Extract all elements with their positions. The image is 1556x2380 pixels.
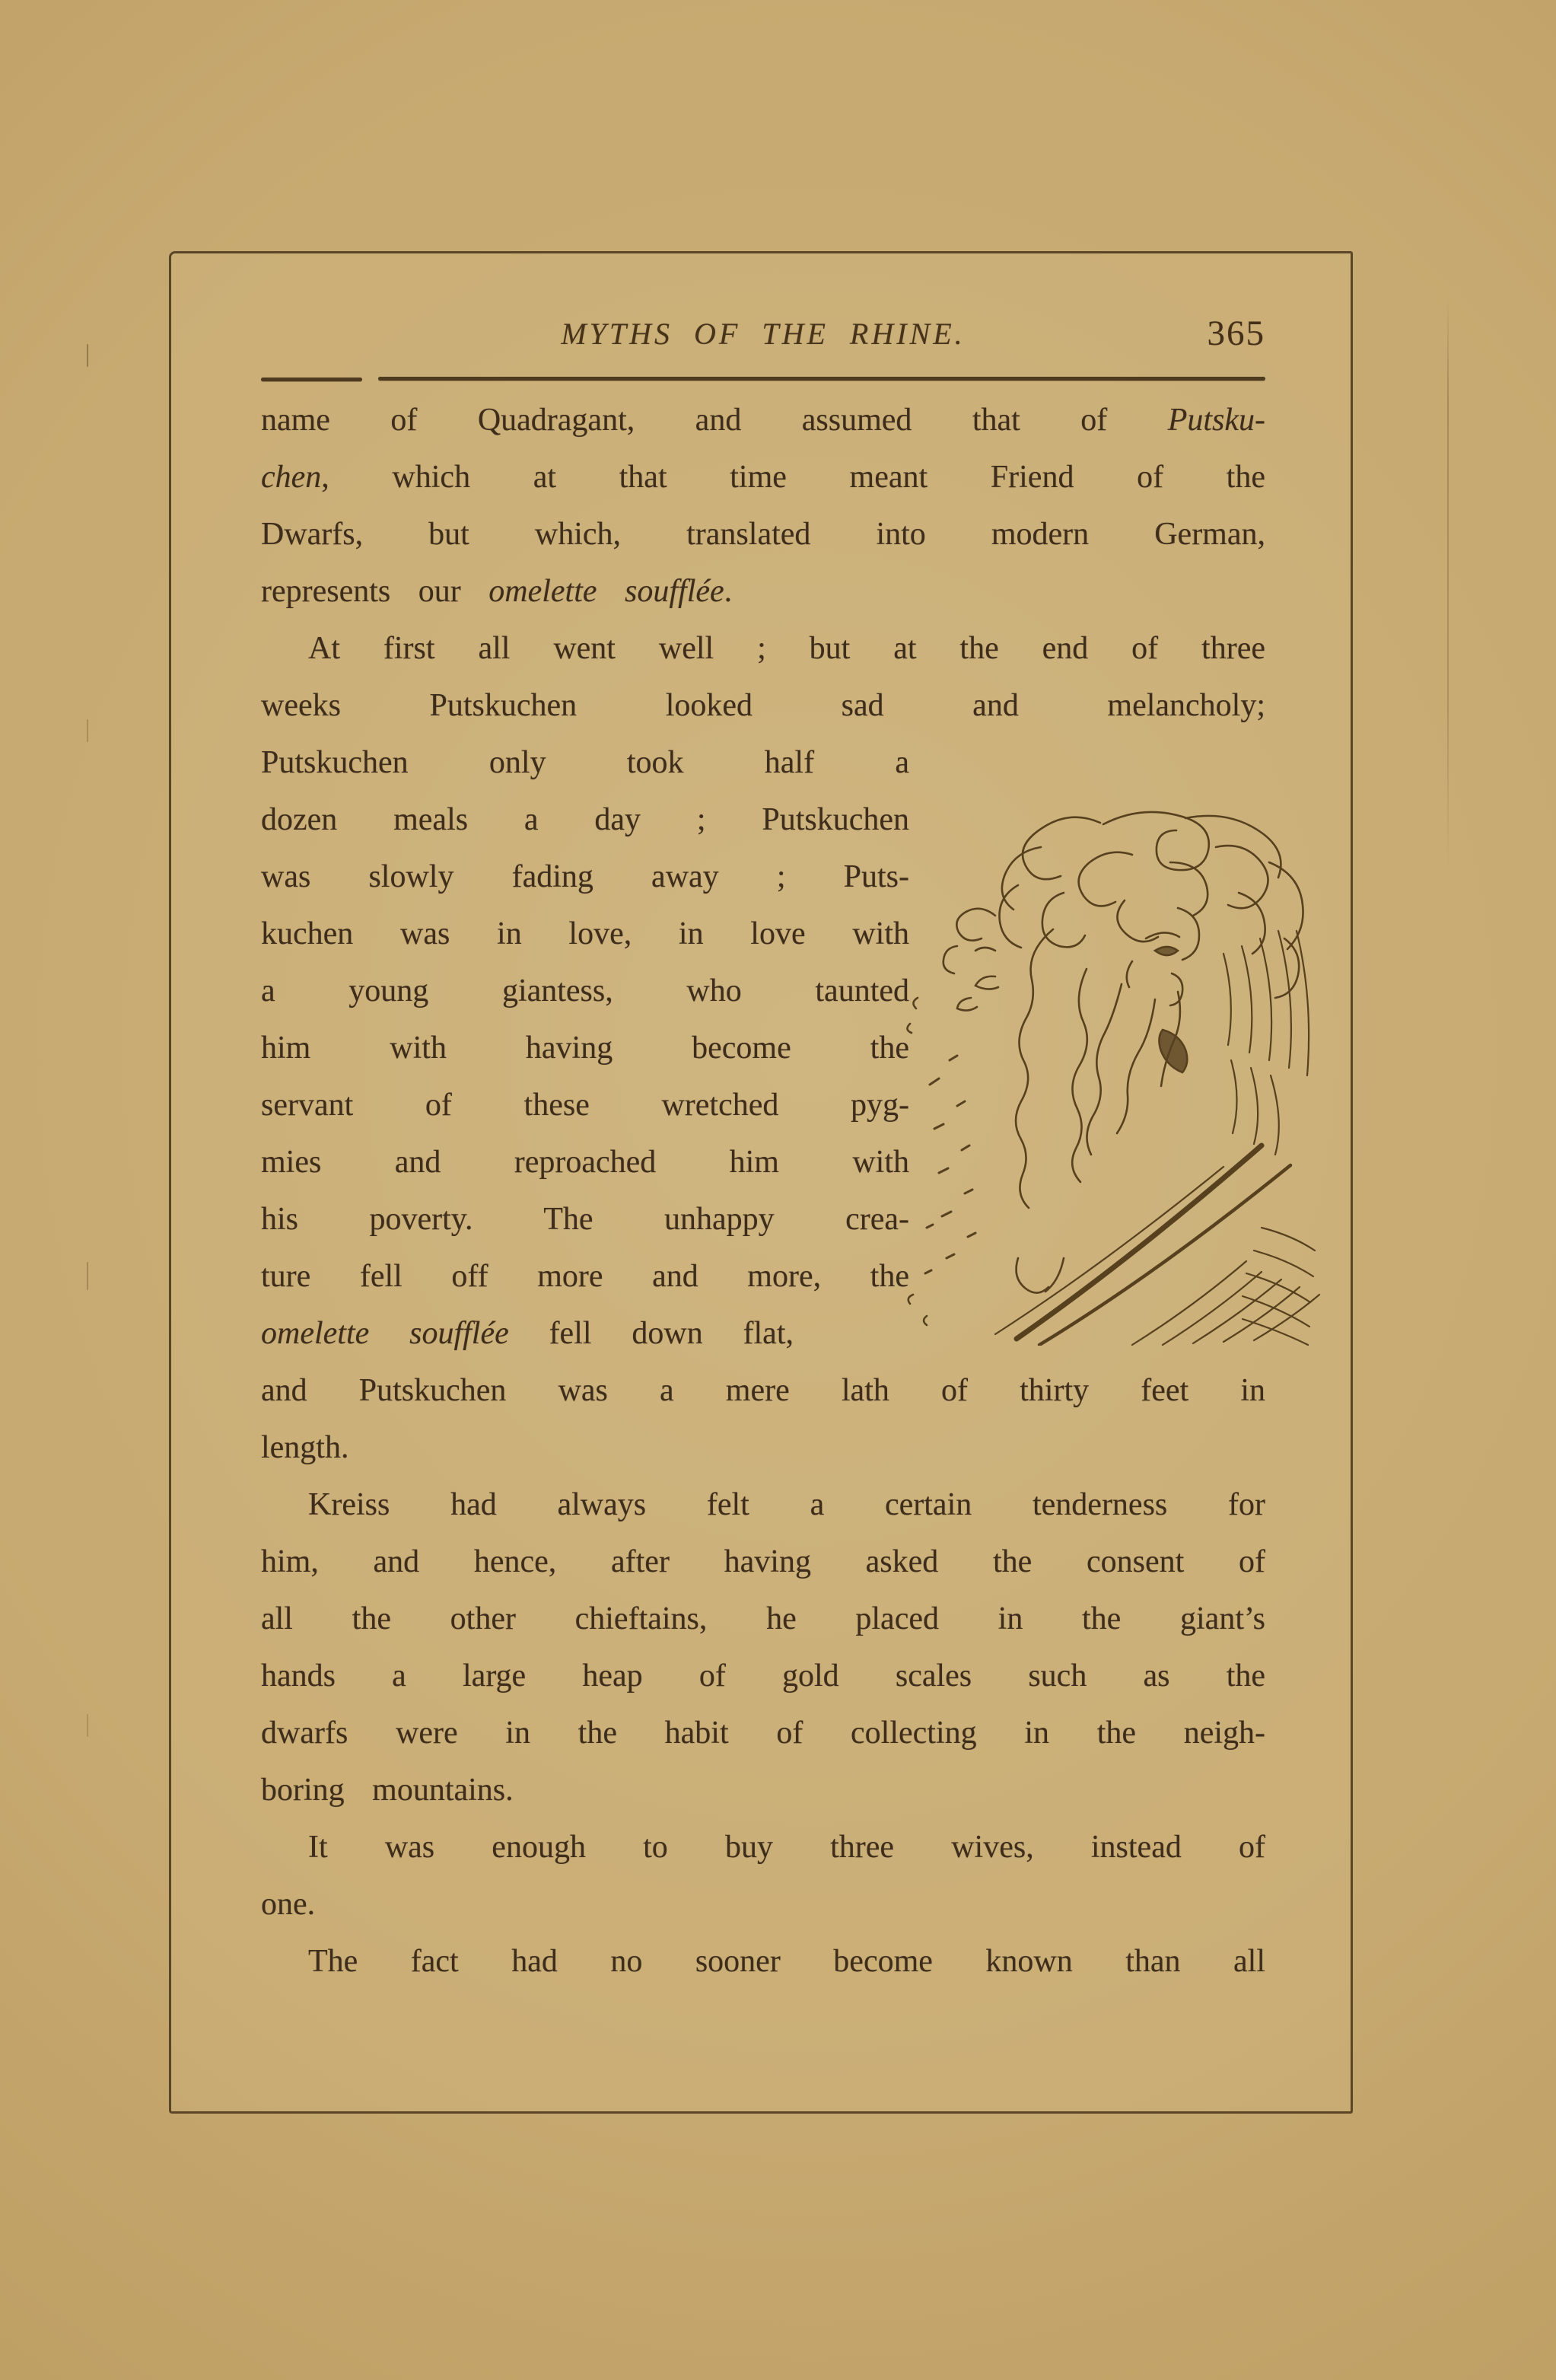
paper-crease (1447, 298, 1449, 868)
margin-scratch (87, 344, 88, 367)
header-rule-left-segment (261, 378, 362, 381)
text-line: his poverty. The unhappy crea- (261, 1202, 909, 1237)
margin-scratch (87, 719, 88, 742)
text-line: a young giantess, who taunted (261, 973, 909, 1008)
text-line: chen, which at that time meant Friend of the (261, 460, 1265, 495)
text-line: dwarfs were in the habit of collecting in the neigh- (261, 1716, 1265, 1751)
margin-scratch (87, 1262, 88, 1290)
text-line: dozen meals a day ; Putskuchen (261, 802, 909, 837)
text-line: servant of these wretched pyg- (261, 1088, 909, 1123)
text-line: omelette soufflée fell down flat, (261, 1316, 794, 1351)
text-line: him with having become the (261, 1031, 909, 1066)
page-border-frame (169, 251, 1353, 2114)
text-line: kuchen was in love, in love with (261, 916, 909, 951)
text-line: Putskuchen only took half a (261, 745, 909, 780)
text-line: ture fell off more and more, the (261, 1259, 909, 1294)
text-line: name of Quadragant, and assumed that of Putsku- (261, 403, 1265, 438)
text-wrap-zone (261, 734, 1265, 1362)
margin-scratch (87, 1714, 88, 1737)
text-line: weeks Putskuchen looked sad and melancholy; (261, 688, 1265, 723)
text-line: was slowly fading away ; Puts- (261, 859, 909, 894)
text-line: The fact had no sooner become known than all (308, 1944, 1265, 1979)
text-line: It was enough to buy three wives, instead of (308, 1830, 1265, 1865)
text-line: mies and reproached him with (261, 1145, 909, 1180)
text-line: represents our omelette soufflée. (261, 574, 733, 609)
text-line: all the other chieftains, he placed in the giant’s (261, 1601, 1265, 1636)
text-line: boring mountains. (261, 1773, 514, 1808)
text-line: him, and hence, after having asked the consent of (261, 1544, 1265, 1579)
text-line: Kreiss had always felt a certain tenderness for (308, 1487, 1265, 1522)
text-line: one. (261, 1887, 316, 1922)
text-line: Dwarfs, but which, translated into modern German, (261, 517, 1265, 552)
page-title: MYTHS OF THE RHINE. (561, 317, 966, 351)
giant-head-illustration (904, 801, 1326, 1346)
text-line: At first all went well ; but at the end of three (308, 631, 1265, 666)
body-text (261, 392, 1265, 1990)
page-number: 365 (1207, 314, 1265, 353)
text-line: and Putskuchen was a mere lath of thirty feet in (261, 1373, 1265, 1408)
text-line: length. (261, 1430, 349, 1465)
running-head (261, 316, 1265, 369)
text-line: hands a large heap of gold scales such as the (261, 1658, 1265, 1693)
header-rule-right-segment (378, 377, 1265, 381)
